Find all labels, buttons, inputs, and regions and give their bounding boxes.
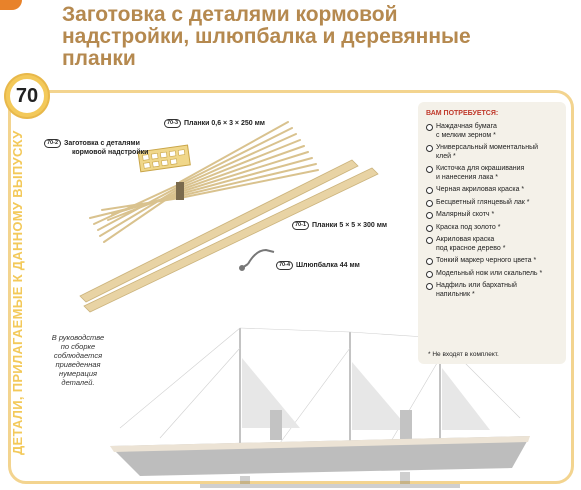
issue-number: 70 <box>15 84 39 107</box>
checkbox-icon[interactable] <box>426 271 433 278</box>
checkbox-icon[interactable] <box>426 187 433 194</box>
side-label: ДЕТАЛИ, ПРИЛАГАЕМЫЕ К ДАННОМУ ВЫПУСКУ <box>10 130 25 455</box>
requirement-item: Черная акриловая краска * <box>426 186 560 195</box>
requirement-item: Кисточка для окрашивания и нанесения лака * <box>426 165 560 182</box>
part-label-70-2: 70-2 Заготовка с деталями кормовой надстройки <box>44 139 148 157</box>
requirement-item: Модельный нож или скальпель * <box>426 270 560 279</box>
checkbox-icon[interactable] <box>426 283 433 290</box>
part-label-70-1: 70-1 Планки 5 × 5 × 300 мм <box>292 221 387 230</box>
corner-logo <box>0 0 22 10</box>
checkbox-icon[interactable] <box>426 200 433 207</box>
title-line-1: Заготовка с деталями кормовой <box>62 3 398 26</box>
thick-planks-image <box>80 160 378 312</box>
requirement-item: Надфиль или бархатный напильник * <box>426 282 560 299</box>
requirement-item: Универсальный моментальный клей * <box>426 144 560 161</box>
checkbox-icon[interactable] <box>426 258 433 265</box>
requirement-item: Наждачная бумага с мелким зерном * <box>426 123 560 140</box>
requirement-item: Малярный скотч * <box>426 211 560 220</box>
part-label-70-4: 70-4 Шлюпбалка 44 мм <box>276 261 360 270</box>
page-title <box>62 4 572 70</box>
parts-illustration <box>60 100 410 320</box>
requirements-title: ВАМ ПОТРЕБУЕТСЯ: <box>426 110 499 117</box>
davit-image <box>240 250 274 270</box>
requirements-panel <box>418 102 566 364</box>
assembly-note: В руководстве по сборке соблюдается приведенная нумерация деталей. <box>51 333 105 387</box>
requirement-item: Бесцветный глянцевый лак * <box>426 199 560 208</box>
requirement-item: Краска под золото * <box>426 224 560 233</box>
checkbox-icon[interactable] <box>426 124 433 131</box>
checkbox-icon[interactable] <box>426 212 433 219</box>
checkbox-icon[interactable] <box>426 237 433 244</box>
issue-number-badge <box>6 75 48 117</box>
checkbox-icon[interactable] <box>426 166 433 173</box>
requirement-item: Тонкий маркер черного цвета * <box>426 257 560 266</box>
requirement-item: Акриловая краска под красное дерево * <box>426 236 560 253</box>
title-line-3: планки <box>62 47 136 70</box>
checkbox-icon[interactable] <box>426 225 433 232</box>
checkbox-icon[interactable] <box>426 145 433 152</box>
part-label-70-3: 70-3 Планки 0,6 × 3 × 250 мм <box>164 119 265 128</box>
requirements-footnote: * Не входят в комплект. <box>428 351 499 358</box>
title-line-2: надстройки, шлюпбалка и деревянные <box>62 25 471 48</box>
